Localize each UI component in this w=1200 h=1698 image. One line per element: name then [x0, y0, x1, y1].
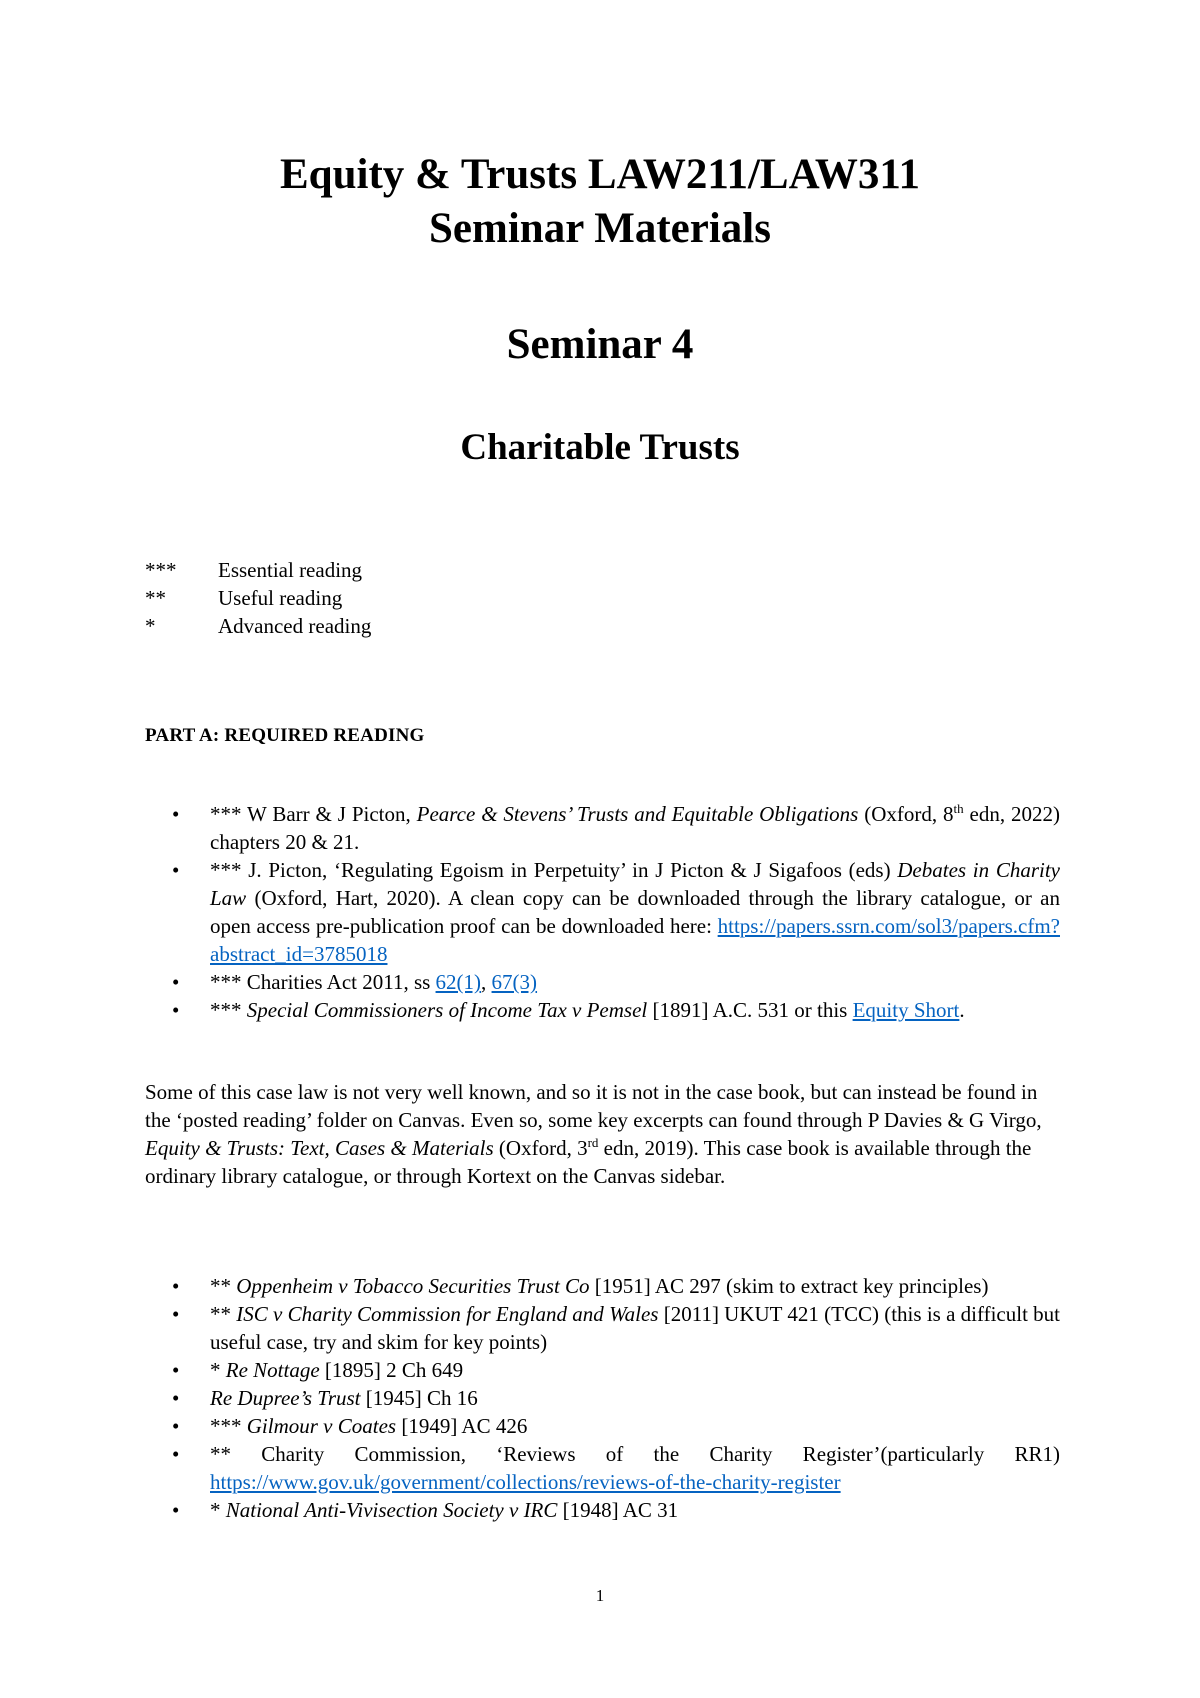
- key-stars: *: [145, 614, 156, 638]
- item-text: ***: [210, 1414, 247, 1438]
- case-name: Special Commissioners of Income Tax v Pemsel: [246, 998, 648, 1022]
- bullet-icon: •: [172, 970, 180, 994]
- item-text: *** W Barr & J Picton,: [210, 802, 417, 826]
- list-item: [172, 1384, 1060, 1412]
- bullet-icon: •: [172, 1274, 180, 1298]
- key-row-useful: [145, 584, 371, 612]
- book-title: Equity & Trusts: Text, Cases & Materials: [145, 1136, 494, 1160]
- item-text: (Oxford, Hart, 2020). A clean copy can be downloaded through the library catalogue, or an open access pre-publication proof can be downloaded here:: [210, 886, 1060, 938]
- item-text: *** Charities Act 2011, ss: [210, 970, 436, 994]
- ssrn-link[interactable]: https://papers.ssrn.com/sol3/papers.cfm?abstract_id=3785018: [210, 914, 1060, 966]
- reading-key: [145, 556, 371, 640]
- key-label: Essential reading: [218, 558, 363, 582]
- document-title: [0, 148, 1200, 256]
- superscript: th: [953, 801, 964, 816]
- book-title: Pearce & Stevens’ Trusts and Equitable Obligations: [416, 802, 859, 826]
- item-text: (Oxford, 8: [858, 802, 954, 826]
- item-text: [1891] A.C. 531 or this: [647, 998, 853, 1022]
- key-row-essential: [145, 556, 371, 584]
- key-row-advanced: [145, 612, 371, 640]
- item-text: ***: [210, 998, 247, 1022]
- title-line-1: Equity & Trusts LAW211/LAW311: [280, 151, 920, 198]
- list-item: [172, 1412, 1060, 1440]
- part-a-heading: PART A: REQUIRED READING: [145, 725, 425, 746]
- required-reading-list: [172, 800, 1060, 1024]
- section-62-link[interactable]: 62(1): [435, 970, 482, 994]
- item-text: **: [210, 1274, 237, 1298]
- paragraph-text: (Oxford, 3: [493, 1136, 588, 1160]
- list-item: [172, 800, 1060, 856]
- list-item: [172, 1440, 1060, 1496]
- item-text: [1951] AC 297 (skim to extract key principles): [589, 1274, 989, 1298]
- page-number: 1: [595, 1586, 605, 1605]
- item-text: .: [959, 998, 965, 1022]
- list-item: [172, 1356, 1060, 1384]
- list-item: [172, 856, 1060, 968]
- bullet-icon: •: [172, 1358, 180, 1382]
- item-text: ,: [481, 970, 492, 994]
- item-text: [1948] AC 31: [557, 1498, 679, 1522]
- item-text: *: [210, 1358, 226, 1382]
- list-item: [172, 1300, 1060, 1356]
- bullet-icon: •: [172, 998, 180, 1022]
- case-name: Re Dupree’s Trust: [210, 1386, 361, 1410]
- case-name: ISC v Charity Commission for England and Wales: [236, 1302, 659, 1326]
- seminar-topic: Charitable Trusts: [460, 427, 740, 468]
- case-name: Oppenheim v Tobacco Securities Trust Co: [236, 1274, 590, 1298]
- item-text: *: [210, 1498, 226, 1522]
- item-text: [1945] Ch 16: [360, 1386, 478, 1410]
- paragraph-text: Some of this case law is not very well known, and so it is not in the case book, but can instead be found in the ‘posted reading’ folder on Canvas. Even so, some key excerpts can found through P Davies & G Virgo,: [145, 1080, 1042, 1132]
- bullet-icon: •: [172, 1498, 180, 1522]
- bullet-icon: •: [172, 1386, 180, 1410]
- item-text: ** Charity Commission, ‘Reviews of the Charity Register’(particularly RR1): [210, 1442, 1060, 1466]
- superscript: rd: [587, 1135, 599, 1150]
- list-item: [172, 968, 1060, 996]
- bullet-icon: •: [172, 1442, 180, 1466]
- case-name: Gilmour v Coates: [246, 1414, 397, 1438]
- list-item: [172, 1272, 1060, 1300]
- item-text: [1895] 2 Ch 649: [319, 1358, 464, 1382]
- case-law-paragraph: [145, 1078, 1045, 1190]
- case-reading-list: [172, 1272, 1060, 1524]
- list-item: [172, 1496, 1060, 1524]
- bullet-icon: •: [172, 802, 180, 826]
- title-line-2: Seminar Materials: [429, 205, 771, 252]
- section-67-link[interactable]: 67(3): [491, 970, 538, 994]
- key-stars: **: [145, 586, 166, 610]
- equity-short-link[interactable]: Equity Short: [852, 998, 960, 1022]
- item-text: **: [210, 1302, 237, 1326]
- bullet-icon: •: [172, 1414, 180, 1438]
- item-text: edn, 2022) chapters 20 & 21.: [210, 802, 1060, 854]
- key-label: Useful reading: [218, 586, 343, 610]
- key-label: Advanced reading: [218, 614, 372, 638]
- case-name: Re Nottage: [225, 1358, 320, 1382]
- item-text: [2011] UKUT 421 (TCC) (this is a difficult but useful case, try and skim for key points): [210, 1302, 1061, 1354]
- item-text: *** J. Picton, ‘Regulating Egoism in Perpetuity’ in J Picton & J Sigafoos (eds): [210, 858, 898, 882]
- book-title: Debates in Charity Law: [210, 858, 1060, 910]
- case-name: National Anti-Vivisection Society v IRC: [225, 1498, 558, 1522]
- list-item: [172, 996, 1060, 1024]
- seminar-number: Seminar 4: [506, 321, 694, 368]
- paragraph-text: edn, 2019). This case book is available through the ordinary library catalogue, or through Kortext on the Canvas sidebar.: [145, 1136, 1032, 1188]
- bullet-icon: •: [172, 1302, 180, 1326]
- key-stars: ***: [145, 558, 177, 582]
- bullet-icon: •: [172, 858, 180, 882]
- charity-register-link[interactable]: https://www.gov.uk/government/collections/reviews-of-the-charity-register: [210, 1470, 841, 1494]
- item-text: [1949] AC 426: [396, 1414, 528, 1438]
